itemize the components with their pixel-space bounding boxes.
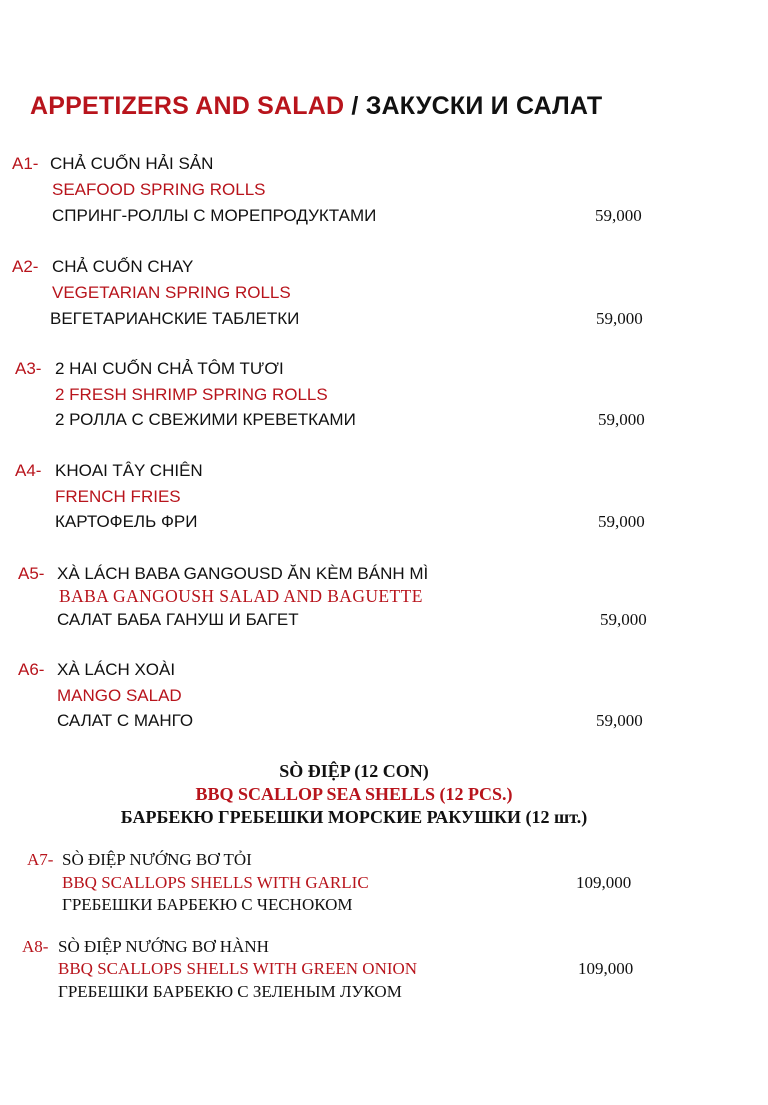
item-price: 59,000 [596,711,643,730]
section-title-ru: ЗАКУСКИ И САЛАТ [365,92,603,120]
item-name-vn: SÒ ĐIỆP NƯỚNG BƠ HÀNH [58,937,269,956]
item-name-ru: СПРИНГ-РОЛЛЫ С МОРЕПРОДУКТАМИ [52,206,377,225]
item-name-en: FRENCH FRIES [55,487,181,506]
item-price: 59,000 [598,512,645,531]
title-separator: / [351,92,359,120]
item-name-en: BBQ SCALLOPS SHELLS WITH GREEN ONION [58,959,418,978]
item-code: A7- [27,850,54,869]
item-price: 59,000 [600,610,647,629]
item-name-ru: САЛАТ БАБА ГАНУШ И БАГЕТ [57,610,299,629]
item-name-en: MANGO SALAD [57,686,182,705]
item-code: A3- [15,359,42,378]
item-price: 59,000 [595,206,642,225]
item-name-vn: SÒ ĐIỆP NƯỚNG BƠ TỎI [62,850,252,869]
item-price: 59,000 [596,309,643,328]
page-title [30,92,602,121]
scallop-title-en: BBQ SCALLOP SEA SHELLS (12 PCS.) [195,784,513,804]
scallop-title-ru: БАРБЕКЮ ГРЕБЕШКИ МОРСКИЕ РАКУШКИ (12 шт.) [120,807,588,827]
item-name-en: SEAFOOD SPRING ROLLS [52,180,266,199]
item-name-ru: 2 РОЛЛА С СВЕЖИМИ КРЕВЕТКАМИ [55,410,356,429]
section-title-en: APPETIZERS AND SALAD [30,92,345,120]
item-name-ru: ВЕГЕТАРИАНСКИЕ ТАБЛЕТКИ [50,309,300,328]
item-name-vn: CHẢ CUỐN HẢI SẢN [50,154,214,173]
item-code: A2- [12,257,39,276]
item-name-ru: КАРТОФЕЛЬ ФРИ [55,512,198,531]
item-name-en: BBQ SCALLOPS SHELLS WITH GARLIC [62,873,369,892]
item-code: A8- [22,937,49,956]
item-name-ru: ГРЕБЕШКИ БАРБЕКЮ С ЧЕСНОКОМ [62,895,353,914]
item-code: A6- [18,660,45,679]
item-name-en: BABA GANGOUSH SALAD AND BAGUETTE [59,586,423,606]
item-code: A4- [15,461,42,480]
item-name-en: 2 FRESH SHRIMP SPRING ROLLS [55,385,328,404]
item-code: A1- [12,154,39,173]
item-price: 59,000 [598,410,645,429]
item-name-en: VEGETARIAN SPRING ROLLS [52,283,291,302]
item-price: 109,000 [578,959,634,978]
item-name-vn: CHẢ CUỐN CHAY [52,257,194,276]
item-name-vn: XÀ LÁCH XOÀI [57,660,176,679]
item-price: 109,000 [576,873,632,892]
item-name-ru: ГРЕБЕШКИ БАРБЕКЮ С ЗЕЛЕНЫМ ЛУКОМ [58,982,402,1001]
item-code: A5- [18,564,45,583]
item-name-ru: САЛАТ С МАНГО [57,711,194,730]
scallop-title-vn: SÒ ĐIỆP (12 CON) [279,761,429,781]
item-name-vn: 2 HAI CUỐN CHẢ TÔM TƯƠI [55,359,284,378]
item-name-vn: KHOAI TÂY CHIÊN [55,461,203,480]
item-name-vn: XÀ LÁCH BABA GANGOUSD ĂN KÈM BÁNH MÌ [57,564,429,583]
